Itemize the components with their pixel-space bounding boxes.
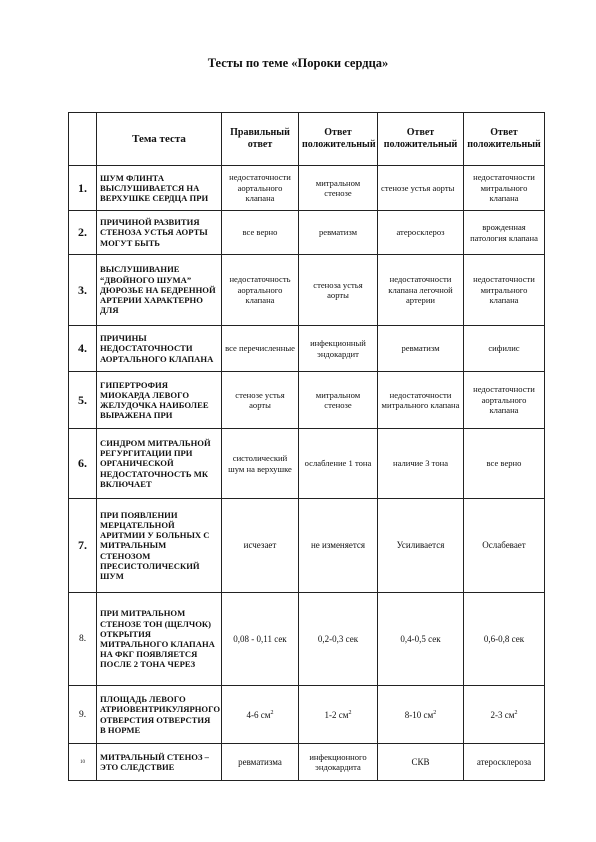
row-number: 1. [69,166,97,211]
row-number: 10 [69,744,97,781]
answer-option-1: инфекционного эндокардита [299,744,378,781]
table-row [69,744,545,781]
table-row [69,326,545,372]
header-topic: Тема теста [97,113,222,166]
question-text: ПРИ МИТРАЛЬНОМ СТЕНОЗЕ ТОН (ЩЕЛЧОК) ОТКРЫТИЯ МИТРАЛЬНОГО КЛАПАНА НА ФКГ ПОЯВЛЯЕТСЯ ПОСЛЕ 2 ТОНА ЧЕРЕЗ [97,593,222,686]
table-row [69,686,545,744]
row-number: 8. [69,593,97,686]
answer-option-1: митральном стенозе [299,166,378,211]
header-option-1: Ответ положительный [299,113,378,166]
answer-option-1: стеноза устья аорты [299,255,378,326]
question-text: ШУМ ФЛИНТА ВЫСЛУШИВАЕТСЯ НА ВЕРХУШКЕ СЕРДЦА ПРИ [97,166,222,211]
row-number: 3. [69,255,97,326]
answer-option-3: все верно [464,429,545,499]
answer-option-1: ослабление 1 тона [299,429,378,499]
answer-option-2: стенозе устья аорты [378,166,464,211]
question-text: ПРИ ПОЯВЛЕНИИ МЕРЦАТЕЛЬНОЙ АРИТМИИ У БОЛЬНЫХ С МИТРАЛЬНЫМ СТЕНОЗОМ ПРЕСИСТОЛИЧЕСКИЙ ШУМ [97,499,222,593]
answer-option-2: наличие 3 тона [378,429,464,499]
table-row [69,166,545,211]
question-text: ПЛОЩАДЬ ЛЕВОГО АТРИОВЕНТРИКУЛЯРНОГО ОТВЕРСТИЯ ОТВЕРСТИЯ В НОРМЕ [97,686,222,744]
answer-option-3: 2-3 $см^2$ [464,686,545,744]
quiz-table [68,112,545,781]
document-title: Тесты по теме «Пороки сердца» [207,56,389,70]
row-number: 2. [69,211,97,255]
correct-answer: исчезает [222,499,299,593]
correct-answer: недостаточность аортального клапана [222,255,299,326]
table-row [69,429,545,499]
answer-option-3: атеросклероза [464,744,545,781]
table-row [69,372,545,429]
answer-option-2: 8-10 $см^2$ [378,686,464,744]
answer-option-3: врожденная патология клапана [464,211,545,255]
question-text: ВЫСЛУШИВАНИЕ “ДВОЙНОГО ШУМА” ДЮРОЗЬЕ НА БЕДРЕННОЙ АРТЕРИИ ХАРАКТЕРНО ДЛЯ [97,255,222,326]
correct-answer: ревматизма [222,744,299,781]
answer-option-3: недостаточности митрального клапана [464,255,545,326]
row-number: 4. [69,326,97,372]
answer-option-3: недостаточности митрального клапана [464,166,545,211]
header-number [69,113,97,166]
answer-option-3: 0,6-0,8 сек [464,593,545,686]
row-number: 5. [69,372,97,429]
answer-option-1: ревматизм [299,211,378,255]
answer-option-2: ревматизм [378,326,464,372]
correct-answer: все перечисленные [222,326,299,372]
correct-answer: стенозе устья аорты [222,372,299,429]
row-number: 9. [69,686,97,744]
correct-answer: 4-6 $см^2$ [222,686,299,744]
answer-option-1: 0,2-0,3 сек [299,593,378,686]
question-text: ПРИЧИНОЙ РАЗВИТИЯ СТЕНОЗА УСТЬЯ АОРТЫ МОГУТ БЫТЬ [97,211,222,255]
row-number: 7. [69,499,97,593]
table-row [69,211,545,255]
question-text: ПРИЧИНЫ НЕДОСТАТОЧНОСТИ АОРТАЛЬНОГО КЛАПАНА [97,326,222,372]
correct-answer: 0,08 - 0,11 сек [222,593,299,686]
header-option-3: Ответ положительный [464,113,545,166]
answer-option-3: сифилис [464,326,545,372]
table-row [69,499,545,593]
answer-option-3: недостаточности аортального клапана [464,372,545,429]
correct-answer: недостаточности аортального клапана [222,166,299,211]
answer-option-2: 0,4-0,5 сек [378,593,464,686]
table-row [69,593,545,686]
table-row [69,255,545,326]
answer-option-1: 1-2 $см^2$ [299,686,378,744]
correct-answer: систолический шум на верхушке [222,429,299,499]
question-text: СИНДРОМ МИТРАЛЬНОЙ РЕГУРГИТАЦИИ ПРИ ОРГАНИЧЕСКОЙ НЕДОСТАТОЧНОСТЬ МК ВКЛЮЧАЕТ [97,429,222,499]
header-correct: Правильный ответ [222,113,299,166]
answer-option-1: не изменяется [299,499,378,593]
question-text: ГИПЕРТРОФИЯ МИОКАРДА ЛЕВОГО ЖЕЛУДОЧКА НАИБОЛЕЕ ВЫРАЖЕНА ПРИ [97,372,222,429]
answer-option-3: Ослабевает [464,499,545,593]
correct-answer: все верно [222,211,299,255]
answer-option-2: СКВ [378,744,464,781]
table-header-row [69,113,545,166]
answer-option-2: недостаточности клапана легочной артерии [378,255,464,326]
answer-option-2: Усиливается [378,499,464,593]
header-option-2: Ответ положительный [378,113,464,166]
answer-option-2: атеросклероз [378,211,464,255]
question-text: МИТРАЛЬНЫЙ СТЕНОЗ – ЭТО СЛЕДСТВИЕ [97,744,222,781]
row-number: 6. [69,429,97,499]
answer-option-1: митральном стенозе [299,372,378,429]
answer-option-2: недостаточности митрального клапана [378,372,464,429]
answer-option-1: инфекционный эндокардит [299,326,378,372]
